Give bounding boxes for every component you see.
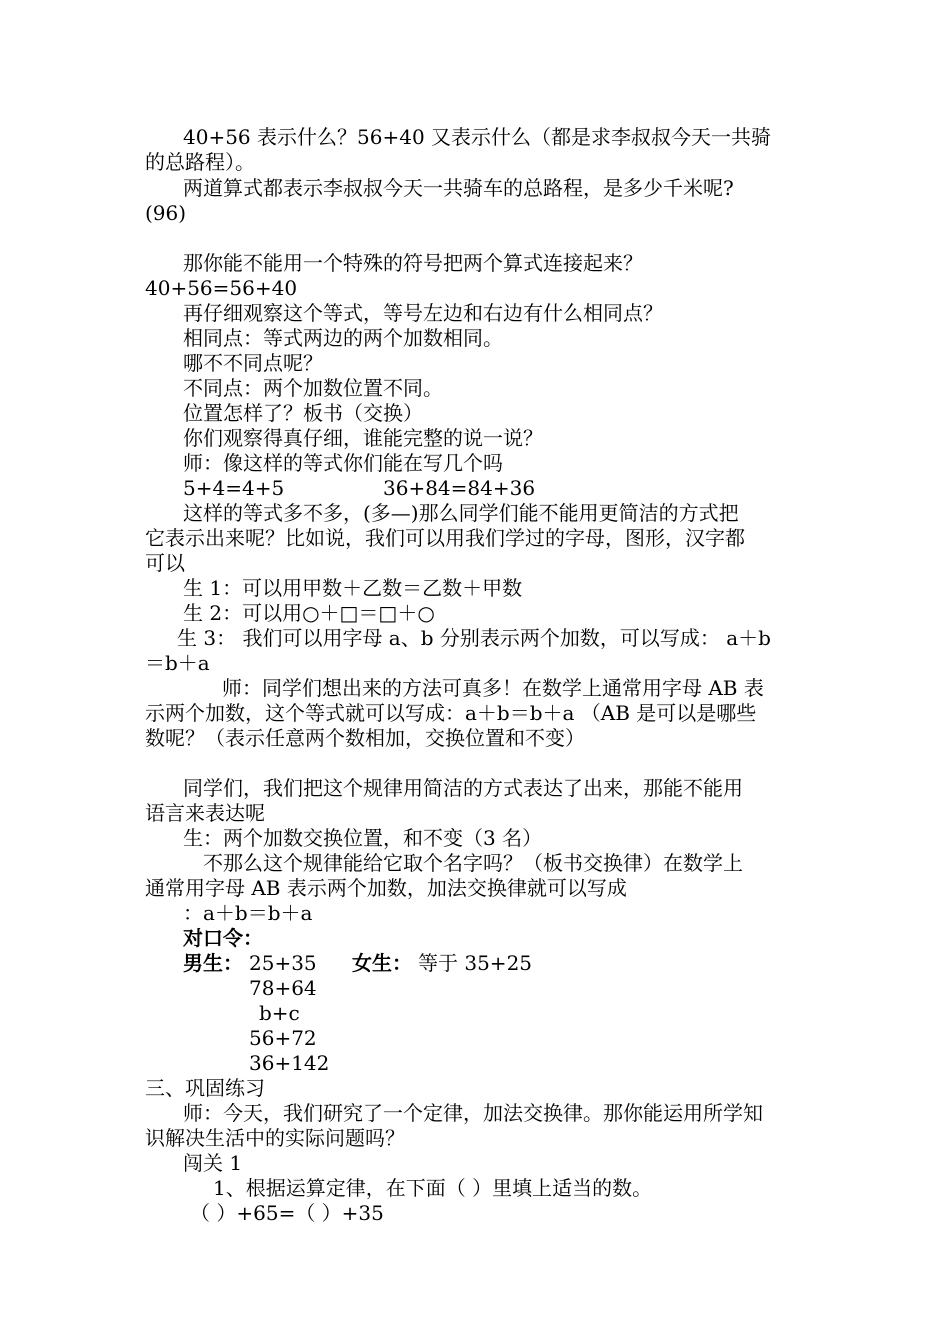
- formula-line: ：a＋b＝b＋a: [183, 901, 313, 925]
- section-title: 三、巩固练习: [145, 1076, 265, 1100]
- text-line: 再仔细观察这个等式，等号左边和右边有什么相同点？: [183, 301, 663, 325]
- text-line: 它表示出来呢？比如说，我们可以用我们学过的字母，图形，汉字都: [145, 526, 745, 550]
- text-line: 40+56 表示什么？56+40 又表示什么（都是求李叔叔今天一共骑: [183, 125, 772, 149]
- text-line: 示两个加数，这个等式就可以写成：a＋b＝b＋a （AB 是可以是哪些: [145, 701, 757, 725]
- text-line: 通常用字母 AB 表示两个加数，加法交换律就可以写成: [145, 876, 627, 900]
- girls-label: 女生：: [352, 951, 412, 975]
- text-line: 师：像这样的等式你们能在写几个吗: [183, 451, 503, 475]
- text-line: 相同点：等式两边的两个加数相同。: [183, 326, 503, 350]
- text-line: 不那么这个规律能给它取个名字吗？（板书交换律）在数学上: [203, 851, 743, 875]
- text-line: 识解决生活中的实际问题吗？: [145, 1126, 405, 1150]
- text-line: (96): [145, 201, 187, 225]
- text-line: 生 2：可以用○＋□＝□＋○: [183, 601, 435, 625]
- text-line: 你们观察得真仔细，谁能完整的说一说？: [183, 426, 543, 450]
- text-line: 师：今天，我们研究了一个定律，加法交换律。那你能运用所学知: [183, 1101, 763, 1125]
- text-line: 那你能不能用一个特殊的符号把两个算式连接起来？: [183, 251, 643, 275]
- section-heading: 对口令：: [183, 926, 263, 950]
- text-line: 哪不不同点呢？: [183, 351, 323, 375]
- text-line: 生 1：可以用甲数＋乙数＝乙数＋甲数: [183, 576, 523, 600]
- text-line: 师：同学们想出来的方法可真多！在数学上通常用字母 AB 表: [222, 676, 764, 700]
- drill-item: b+c: [259, 1001, 300, 1025]
- boys-label: 男生：: [183, 951, 243, 975]
- text-line: 的总路程）。: [145, 150, 255, 174]
- text-line: 同学们，我们把这个规律用简洁的方式表达了出来，那能不能用: [183, 776, 743, 800]
- text-line: 位置怎样了？板书（交换）: [183, 401, 423, 425]
- drill-item: 78+64: [249, 976, 317, 1000]
- text-line: 不同点：两个加数位置不同。: [183, 376, 443, 400]
- level-label: 闯关 1: [183, 1151, 243, 1175]
- text-line: 生 3： 我们可以用字母 a、b 分别表示两个加数，可以写成： a＋b: [177, 626, 771, 650]
- exercise-instruction: 1、根据运算定律，在下面（ ）里填上适当的数。: [213, 1176, 653, 1200]
- equation: 36+84=84+36: [383, 476, 536, 500]
- text-line: 生：两个加数交换位置，和不变（3 名）: [183, 826, 543, 850]
- text-line: ＝b＋a: [145, 651, 210, 675]
- drill-item: 56+72: [249, 1026, 317, 1050]
- drill-answer: 等于 35+25: [418, 951, 533, 975]
- text-line: 可以: [145, 551, 185, 575]
- text-line: 语言来表达呢: [145, 801, 265, 825]
- text-line: 这样的等式多不多，(多—)那么同学们能不能用更简洁的方式把: [183, 501, 739, 525]
- text-line: 数呢？（表示任意两个数相加，交换位置和不变）: [145, 726, 585, 750]
- exercise-item: （ ）+65=（ ）+35: [190, 1201, 384, 1225]
- drill-item: 36+142: [249, 1051, 330, 1075]
- equation: 5+4=4+5: [183, 476, 285, 500]
- equation: 40+56=56+40: [145, 276, 298, 300]
- text-line: 两道算式都表示李叔叔今天一共骑车的总路程，是多少千米呢?: [183, 176, 734, 200]
- drill-item: 25+35: [249, 951, 317, 975]
